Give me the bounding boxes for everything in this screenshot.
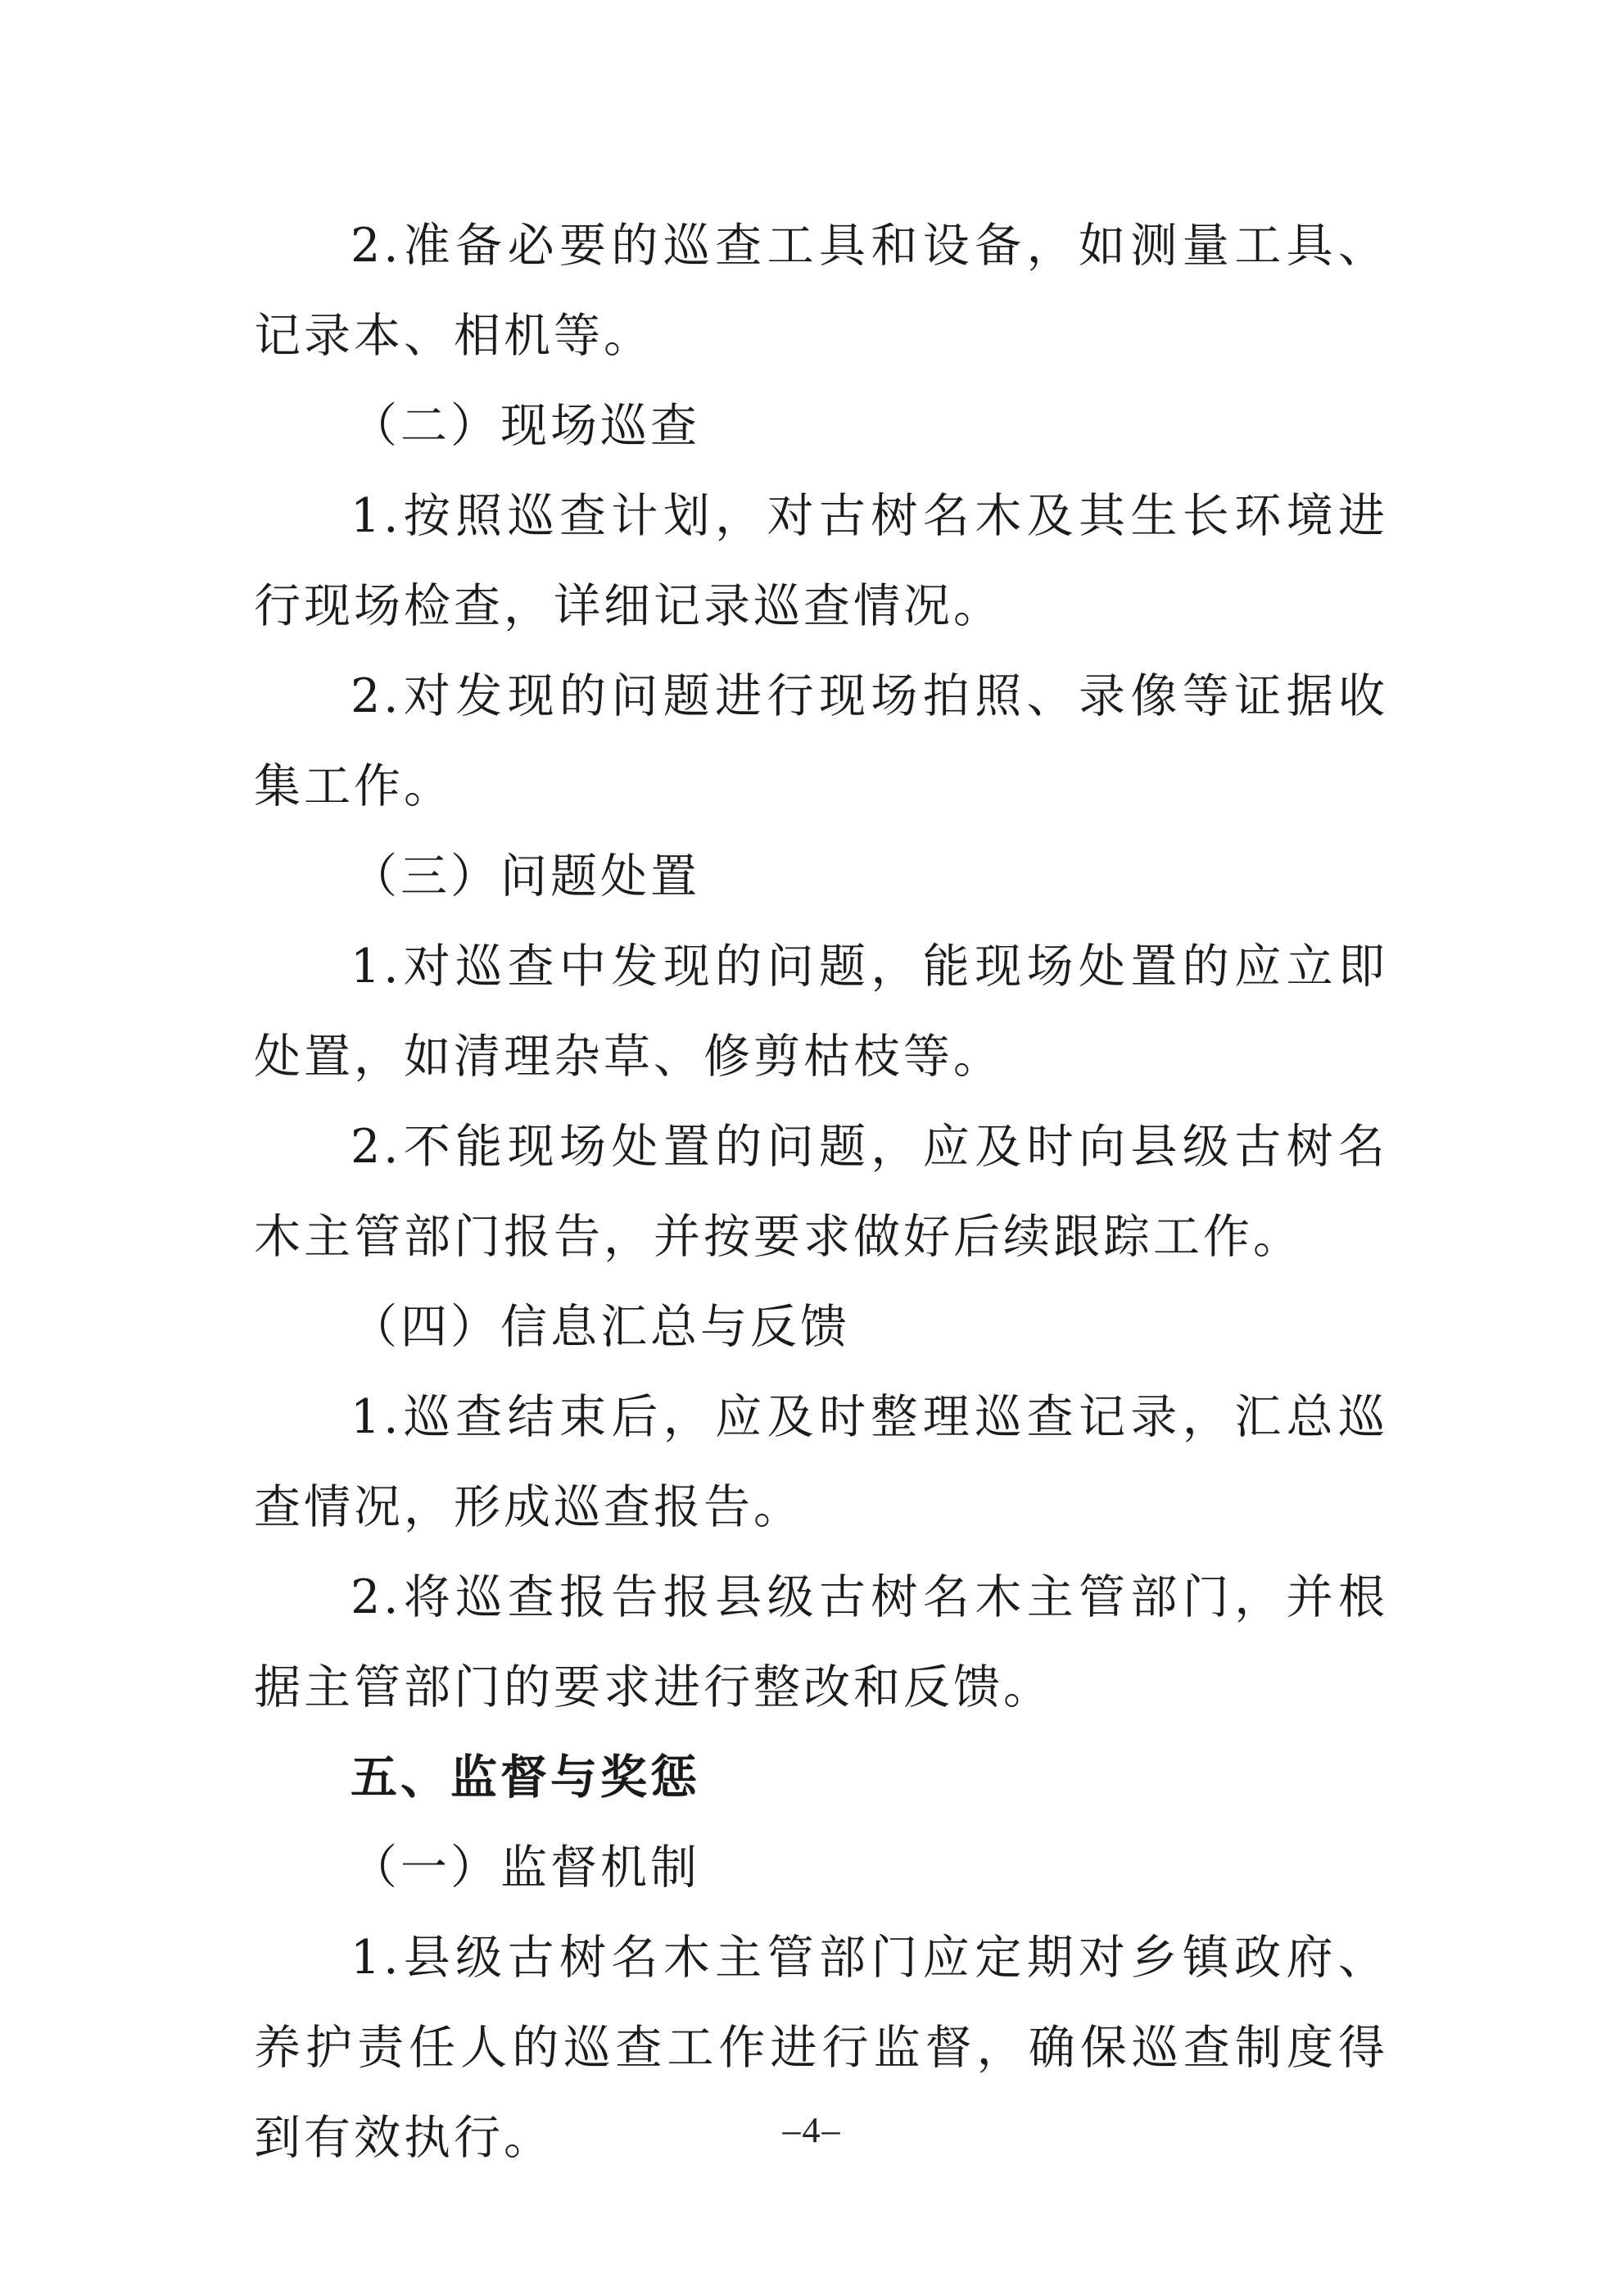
paragraph-prepare-tools: 2.准备必要的巡查工具和设备，如测量工具、记录本、相机等。 <box>254 219 1388 363</box>
paragraph-report-submission: 2.将巡查报告报县级古树名木主管部门，并根据主管部门的要求进行整改和反馈。 <box>254 1570 1388 1714</box>
paragraph-report-followup: 2.不能现场处置的问题，应及时向县级古树名木主管部门报告，并按要求做好后续跟踪工作。 <box>254 1120 1388 1264</box>
heading-site-inspection: （二）现场巡查 <box>351 399 700 453</box>
document-body <box>254 201 1388 2183</box>
paragraph-immediate-handling: 1.对巡查中发现的问题，能现场处置的应立即处置，如清理杂草、修剪枯枝等。 <box>254 940 1388 1084</box>
paragraph-site-check: 1.按照巡查计划，对古树名木及其生长环境进行现场检查，详细记录巡查情况。 <box>254 489 1388 633</box>
paragraph-evidence-collection: 2.对发现的问题进行现场拍照、录像等证据收集工作。 <box>254 669 1388 813</box>
heading-supervision-mechanism: （一）监督机制 <box>351 1841 700 1895</box>
heading-info-summary: （四）信息汇总与反馈 <box>351 1300 850 1354</box>
heading-problem-handling: （三）问题处置 <box>351 849 700 903</box>
section-title-supervision: 五、监督与奖惩 <box>351 1750 700 1805</box>
page-number: –4– <box>782 2110 842 2150</box>
paragraph-inspection-report: 1.巡查结束后，应及时整理巡查记录，汇总巡查情况，形成巡查报告。 <box>254 1390 1388 1534</box>
paragraph-supervision-duty: 1.县级古树名木主管部门应定期对乡镇政府、养护责任人的巡查工作进行监督，确保巡查制度得到有效执行。 <box>254 1931 1388 2165</box>
